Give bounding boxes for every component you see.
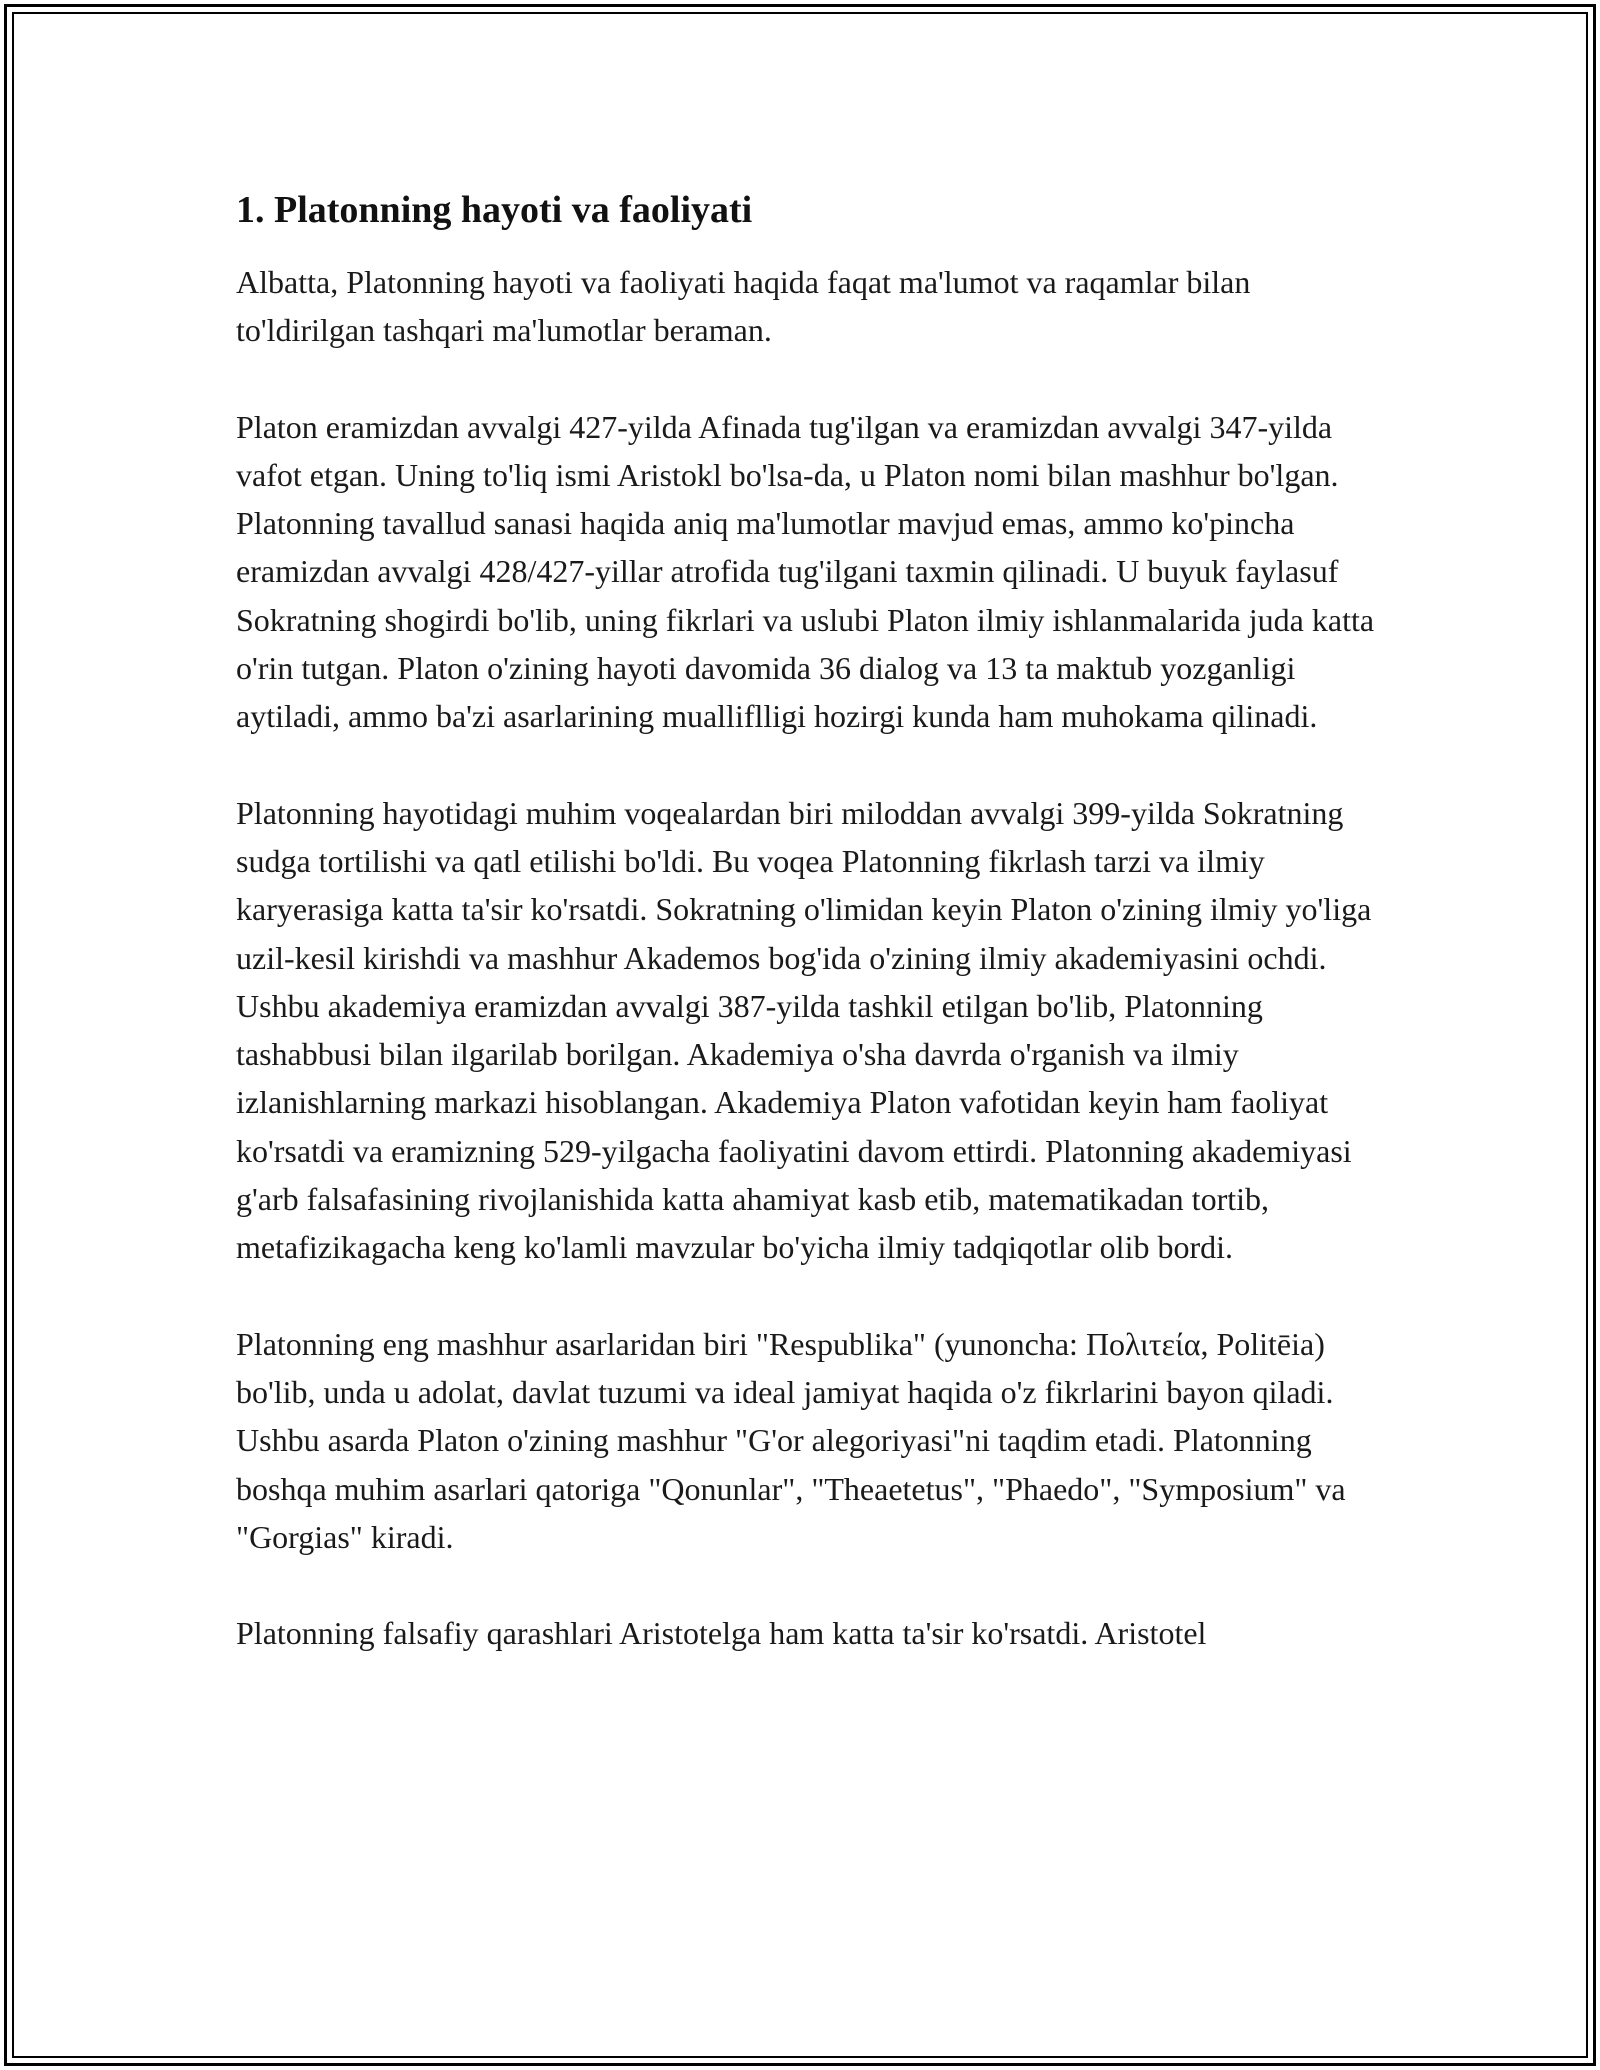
paragraph-academy: Platonning hayotidagi muhim voqealardan biri miloddan avvalgi 399-yilda Sokratning sudga tortilishi va qatl etilishi bo'ldi. Bu voqea Platonning fikrlash tarzi va ilmiy karyerasiga katta ta'sir ko'rsatdi. Sokratning o'limidan keyin Platon o'zining ilmiy yo'liga uzil-kesil kirishdi va mashhur Akademos bog'ida o'zining ilmiy akademiyasini ochdi. Ushbu akademiya eramizdan avvalgi 387-yilda tashkil etilgan bo'lib, Platonning tashabbusi bilan ilgarilab borilgan. Akademiya o'sha davrda o'rganish va ilmiy izlanishlarning markazi hisoblangan. Akademiya Platon vafotidan keyin ham faoliyat ko'rsatdi va eramizning 529-yilgacha faoliyatini davom ettirdi. Platonning akademiyasi g'arb falsafasining rivojlanishida katta ahamiyat kasb etib, matematikadan tortib, metafizikagacha keng ko'lamli mavzular bo'yicha ilmiy tadqiqotlar olib bordi. — [236, 794, 1372, 1266]
paragraph-biography: Platon eramizdan avvalgi 427-yilda Afinada tug'ilgan va eramizdan avvalgi 347-yilda vafot etgan. Uning to'liq ismi Aristokl bo'lsa-da, u Platon nomi bilan mashhur bo'lgan. Platonning tavallud sanasi haqida aniq ma'lumotlar mavjud emas, ammo ko'pincha eramizdan avvalgi 428/427-yillar atrofida tug'ilgani taxmin qilinadi. U buyuk faylasuf Sokratning shogirdi bo'lib, uning fikrlari va uslubi Platon ilmiy ishlanmalarida juda katta o'rin tutgan. Platon o'zining hayoti davomida 36 dialog va 13 ta maktub yozganligi aytiladi, ammo ba'zi asarlarining mualliflligi hozirgi kunda ham muhokama qilinadi. — [236, 408, 1375, 735]
paragraph-works: Platonning eng mashhur asarlaridan biri "Respublika" (yunoncha: Πολιτεία, Politēia) bo'lib, unda u adolat, davlat tuzumi va ideal jamiyat haqida o'z fikrlarini bayon qiladi. Ushbu asarda Platon o'zining mashhur "G'or alegoriyasi"ni taqdim etadi. Platonning boshqa muhim asarlari qatoriga "Qonunlar", "Theaetetus", "Phaedo", "Symposium" va "Gorgias" kiradi. — [236, 1325, 1346, 1555]
document-body — [236, 186, 1376, 1705]
paragraph-intro: Albatta, Platonning hayoti va faoliyati haqida faqat ma'lumot va raqamlar bilan to'ldirilgan tashqari ma'lumotlar beraman. — [236, 264, 1251, 349]
paragraph-influence: Platonning falsafiy qarashlari Aristotelga ham katta ta'sir ko'rsatdi. Aristotel — [236, 1615, 1207, 1652]
section-heading: 1. Platonning hayoti va faoliyati — [236, 189, 753, 231]
